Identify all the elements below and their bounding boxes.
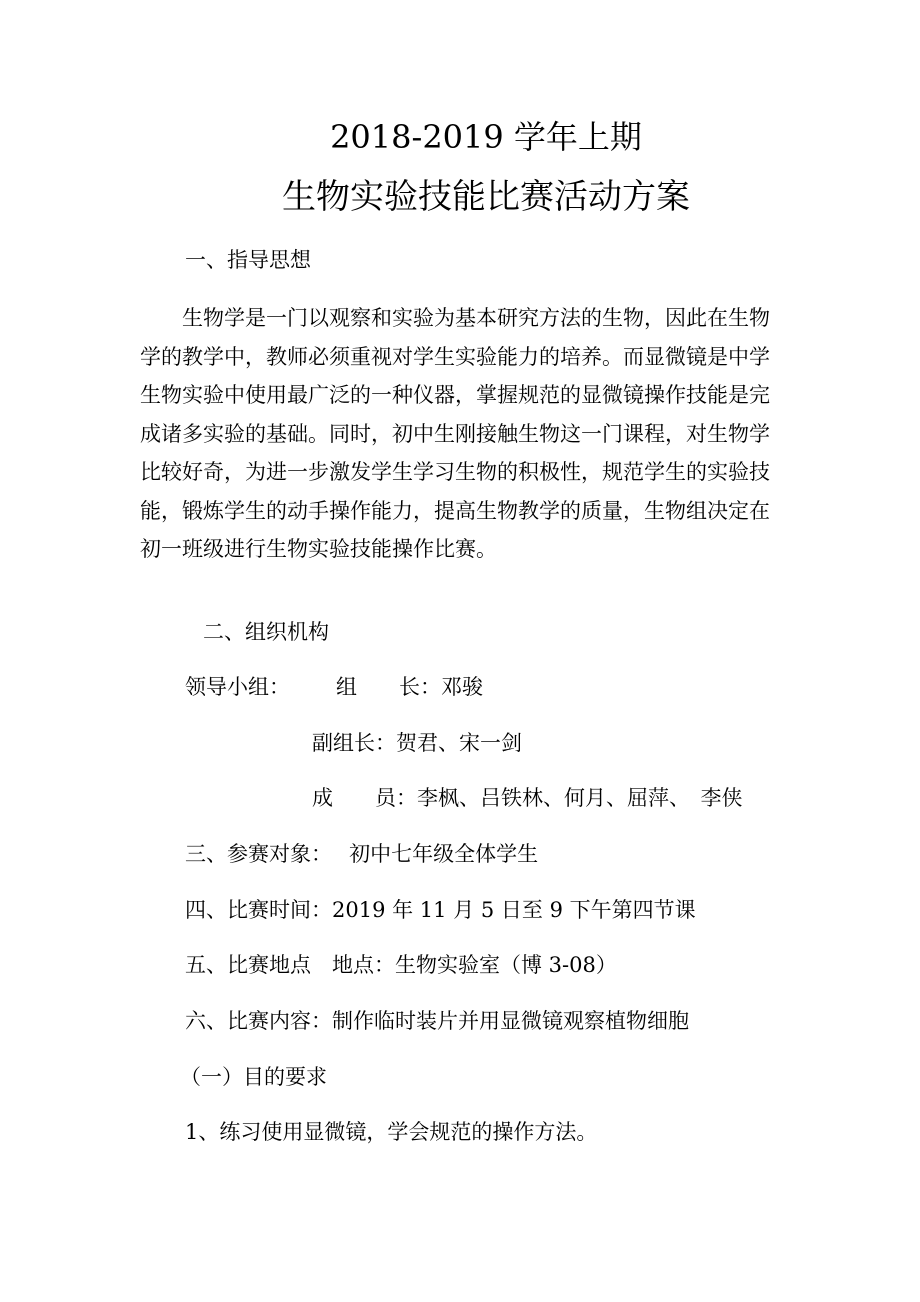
section-heading-organization: 二、组织机构 [203, 620, 329, 644]
org-group-label: 领导小组： [185, 675, 290, 699]
section-content: 六、比赛内容：制作临时装片并用显微镜观察植物细胞 [185, 1009, 689, 1033]
section-participants: 三、参赛对象： 初中七年级全体学生 [185, 842, 539, 866]
section-time: 四、比赛时间：2019 年 11 月 5 日至 9 下午第四节课 [185, 898, 696, 922]
section-paragraph-guiding-ideology [140, 299, 790, 569]
org-members: 成 员：李枫、吕铁林、何月、屈萍、 李侠 [312, 786, 743, 810]
paragraph-line: 生物学是一门以观察和实验为基本研究方法的生物，因此在生物 [182, 306, 770, 330]
org-leader: 组 长：邓骏 [336, 675, 483, 699]
org-deputy: 副组长：贺君、宋一剑 [312, 731, 522, 755]
paragraph-line: 成诸多实验的基础。同时，初中生刚接触生物这一门课程，对生物学 [140, 421, 770, 446]
paragraph-line: 比较好奇，为进一步激发学生学习生物的积极性，规范学生的实验技 [140, 460, 770, 484]
paragraph-line: 能，锻炼学生的动手操作能力，提高生物教学的质量，生物组决定在 [140, 498, 770, 523]
objective-item-1: 1、练习使用显微镜，学会规范的操作方法。 [185, 1120, 598, 1144]
document-title-year: 2018-2019 学年上期 [330, 118, 642, 156]
paragraph-line: 生物实验中使用最广泛的一种仪器，掌握规范的显微镜操作技能是完 [140, 383, 770, 407]
paragraph-line: 初一班级进行生物实验技能操作比赛。 [140, 537, 497, 561]
document-title: 生物实验技能比赛活动方案 [282, 177, 690, 217]
paragraph-line: 学的教学中，教师必须重视对学生实验能力的培养。而显微镜是中学 [140, 344, 770, 369]
section-location: 五、比赛地点 地点：生物实验室（博 3-08） [185, 953, 617, 977]
subsection-objectives: （一）目的要求 [180, 1065, 327, 1089]
section-heading-guiding-ideology: 一、指导思想 [185, 248, 311, 272]
